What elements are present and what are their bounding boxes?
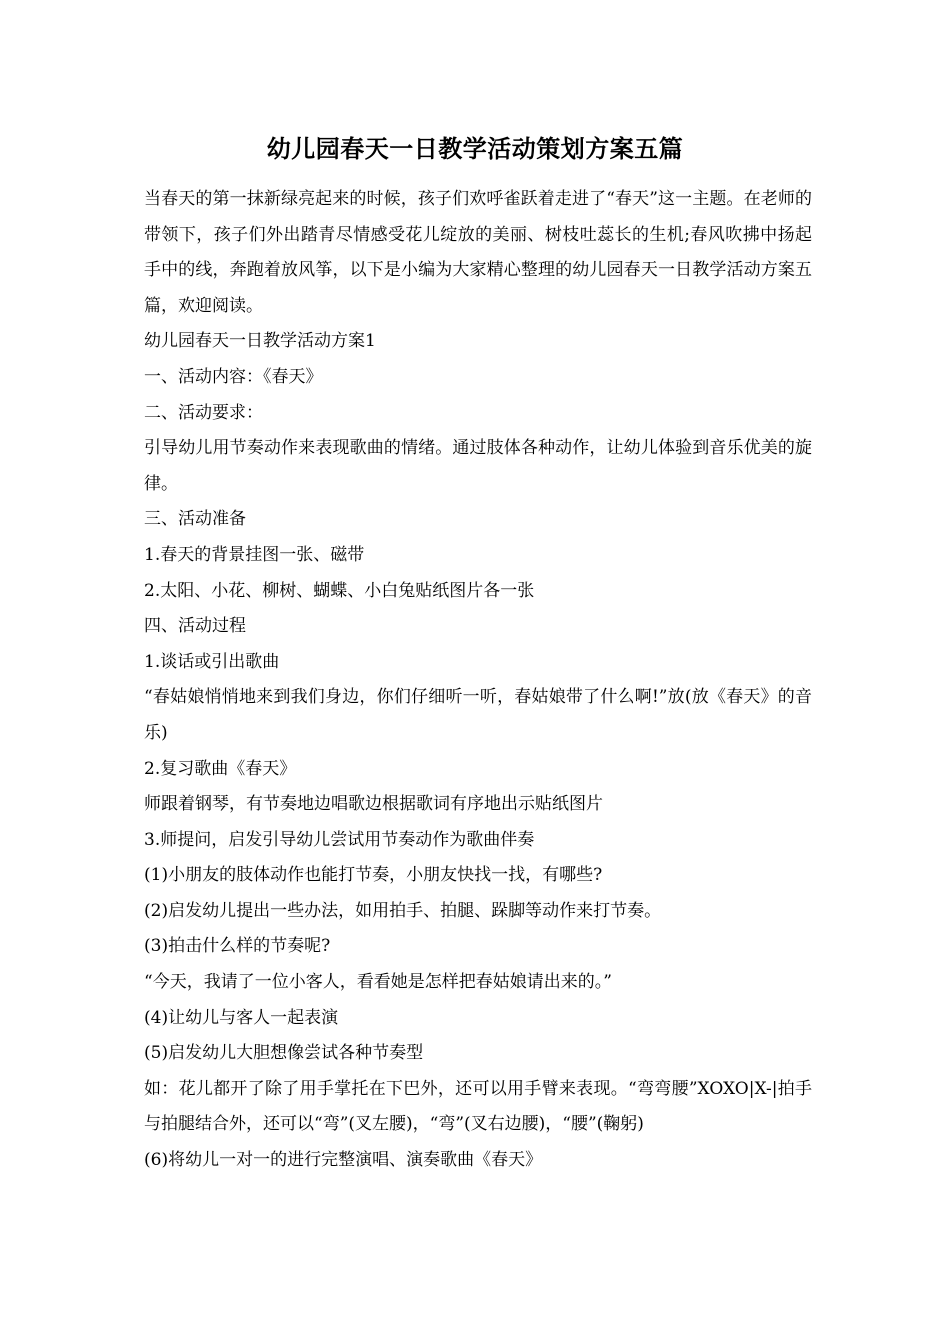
paragraph: 一、活动内容：《春天》 xyxy=(144,366,323,387)
paragraph: (2)启发幼儿提出一些办法，如用拍手、拍腿、跺脚等动作来打节奏。 xyxy=(144,900,662,921)
paragraph: (6)将幼儿一对一的进行完整演唱、演奏歌曲《春天》 xyxy=(144,1150,543,1171)
intro-paragraph: 当春天的第一抹新绿亮起来的时候，孩子们欢呼雀跃着走进了“春天”这一主题。在老师的带领下，孩子们外出踏青尽情感受花儿绽放的美丽、树枝吐蕊长的生机;春风吹拂中扬起手中的线，奔跑着放风筝，以下是小编为大家精心整理的幼儿园春天一日教学活动方案五篇，欢迎阅读。 xyxy=(144,189,812,316)
paragraph: (4)让幼儿与客人一起表演 xyxy=(144,1007,339,1028)
paragraph: “今天，我请了一位小客人，看看她是怎样把春姑娘请出来的。” xyxy=(144,972,612,993)
paragraph: 师跟着钢琴，有节奏地边唱歌边根据歌词有序地出示贴纸图片 xyxy=(144,794,603,815)
paragraph: (3)拍击什么样的节奏呢? xyxy=(144,936,331,957)
document-body xyxy=(144,182,812,1179)
paragraph: 1.春天的背景挂图一张、磁带 xyxy=(144,544,365,565)
document-title: 幼儿园春天一日教学活动策划方案五篇 xyxy=(266,134,684,163)
paragraph: 2.太阳、小花、柳树、蝴蝶、小白兔贴纸图片各一张 xyxy=(144,580,535,601)
paragraph: (5)启发幼儿大胆想像尝试各种节奏型 xyxy=(144,1043,424,1064)
paragraph: 如：花儿都开了除了用手掌托在下巴外，还可以用手臂来表现。“弯弯腰”XOXO|X-|拍手与拍腿结合外，还可以“弯”(叉左腰)，“弯”(叉右边腰)，“腰”(鞠躬) xyxy=(144,1078,812,1135)
paragraph: 3.师提问，启发引导幼儿尝试用节奏动作为歌曲伴奏 xyxy=(144,829,535,850)
paragraph: 引导幼儿用节奏动作来表现歌曲的情绪。通过肢体各种动作，让幼儿体验到音乐优美的旋律。 xyxy=(144,438,812,494)
paragraph: 1.谈话或引出歌曲 xyxy=(144,651,280,672)
section-heading: 幼儿园春天一日教学活动方案1 xyxy=(144,331,376,352)
paragraph: 三、活动准备 xyxy=(144,509,246,530)
paragraph: 二、活动要求： xyxy=(144,402,263,423)
paragraph: (1)小朋友的肢体动作也能打节奏，小朋友快找一找，有哪些? xyxy=(144,865,603,886)
paragraph: 四、活动过程 xyxy=(144,616,246,637)
paragraph: 2.复习歌曲《春天》 xyxy=(144,758,297,779)
paragraph: “春姑娘悄悄地来到我们身边，你们仔细听一听，春姑娘带了什么啊!”放(放《春天》的音乐) xyxy=(144,687,812,743)
